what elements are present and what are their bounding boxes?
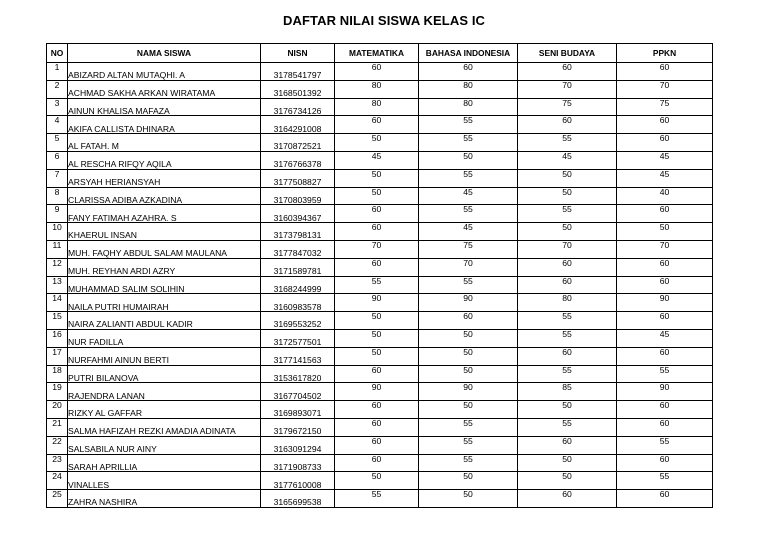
row-number: 24 <box>47 472 68 490</box>
table-row <box>47 80 713 98</box>
score-ppkn: 55 <box>617 472 713 490</box>
row-number: 22 <box>47 436 68 454</box>
row-number: 18 <box>47 365 68 383</box>
score-seni-budaya: 50 <box>518 187 617 205</box>
score-matematika: 60 <box>335 258 419 276</box>
student-name: AL FATAH. M <box>68 134 261 152</box>
score-ppkn: 60 <box>617 276 713 294</box>
score-ppkn: 60 <box>617 401 713 419</box>
score-bahasa-indonesia: 55 <box>419 276 518 294</box>
row-number: 11 <box>47 240 68 258</box>
table-row <box>47 151 713 169</box>
table-row <box>47 223 713 241</box>
score-ppkn: 40 <box>617 187 713 205</box>
student-name: VINALLES <box>68 472 261 490</box>
score-matematika: 45 <box>335 151 419 169</box>
column-header-bahasa-indonesia: BAHASA INDONESIA <box>419 44 518 63</box>
student-nisn: 3168244999 <box>261 276 335 294</box>
score-ppkn: 60 <box>617 116 713 134</box>
student-name: ARSYAH HERIANSYAH <box>68 169 261 187</box>
table-row <box>47 294 713 312</box>
row-number: 1 <box>47 63 68 81</box>
row-number: 8 <box>47 187 68 205</box>
score-matematika: 50 <box>335 312 419 330</box>
table-row <box>47 116 713 134</box>
score-ppkn: 50 <box>617 223 713 241</box>
score-bahasa-indonesia: 50 <box>419 329 518 347</box>
student-nisn: 3172577501 <box>261 329 335 347</box>
score-ppkn: 45 <box>617 329 713 347</box>
student-name: CLARISSA ADIBA AZKADINA <box>68 187 261 205</box>
student-nisn: 3170872521 <box>261 134 335 152</box>
student-name: NURFAHMI AINUN BERTI <box>68 347 261 365</box>
score-bahasa-indonesia: 80 <box>419 80 518 98</box>
table-row <box>47 436 713 454</box>
table-row <box>47 205 713 223</box>
score-bahasa-indonesia: 60 <box>419 312 518 330</box>
score-matematika: 90 <box>335 294 419 312</box>
student-name: NUR FADILLA <box>68 329 261 347</box>
student-name: SALMA HAFIZAH REZKI AMADIA ADINATA <box>68 418 261 436</box>
table-row <box>47 329 713 347</box>
score-bahasa-indonesia: 70 <box>419 258 518 276</box>
score-bahasa-indonesia: 50 <box>419 490 518 508</box>
row-number: 10 <box>47 223 68 241</box>
score-matematika: 50 <box>335 134 419 152</box>
score-ppkn: 60 <box>617 258 713 276</box>
score-seni-budaya: 60 <box>518 490 617 508</box>
score-ppkn: 45 <box>617 169 713 187</box>
table-row <box>47 187 713 205</box>
student-nisn: 3164291008 <box>261 116 335 134</box>
column-header-nisn: NISN <box>261 44 335 63</box>
score-matematika: 80 <box>335 80 419 98</box>
score-bahasa-indonesia: 55 <box>419 134 518 152</box>
page-title: DAFTAR NILAI SISWA KELAS IC <box>282 13 486 28</box>
table-header-row <box>47 44 713 63</box>
score-seni-budaya: 55 <box>518 365 617 383</box>
score-ppkn: 55 <box>617 365 713 383</box>
table-row <box>47 240 713 258</box>
score-bahasa-indonesia: 50 <box>419 472 518 490</box>
score-ppkn: 60 <box>617 454 713 472</box>
table-row <box>47 276 713 294</box>
score-bahasa-indonesia: 45 <box>419 187 518 205</box>
score-seni-budaya: 75 <box>518 98 617 116</box>
row-number: 4 <box>47 116 68 134</box>
row-number: 12 <box>47 258 68 276</box>
student-nisn: 3176734126 <box>261 98 335 116</box>
score-seni-budaya: 60 <box>518 116 617 134</box>
score-bahasa-indonesia: 55 <box>419 454 518 472</box>
score-seni-budaya: 50 <box>518 223 617 241</box>
score-matematika: 90 <box>335 383 419 401</box>
score-bahasa-indonesia: 45 <box>419 223 518 241</box>
score-matematika: 50 <box>335 347 419 365</box>
score-matematika: 60 <box>335 418 419 436</box>
row-number: 9 <box>47 205 68 223</box>
score-ppkn: 60 <box>617 490 713 508</box>
score-seni-budaya: 55 <box>518 329 617 347</box>
row-number: 5 <box>47 134 68 152</box>
score-seni-budaya: 60 <box>518 258 617 276</box>
row-number: 16 <box>47 329 68 347</box>
score-seni-budaya: 50 <box>518 169 617 187</box>
table-row <box>47 258 713 276</box>
student-nisn: 3169893071 <box>261 401 335 419</box>
score-matematika: 60 <box>335 436 419 454</box>
row-number: 20 <box>47 401 68 419</box>
score-ppkn: 70 <box>617 240 713 258</box>
table-row <box>47 312 713 330</box>
score-ppkn: 90 <box>617 294 713 312</box>
score-matematika: 60 <box>335 223 419 241</box>
column-header-seni-budaya: SENI BUDAYA <box>518 44 617 63</box>
row-number: 25 <box>47 490 68 508</box>
student-name: KHAERUL INSAN <box>68 223 261 241</box>
table-row <box>47 134 713 152</box>
score-seni-budaya: 60 <box>518 63 617 81</box>
column-header-no: NO <box>47 44 68 63</box>
score-matematika: 60 <box>335 401 419 419</box>
student-name: MUHAMMAD SALIM SOLIHIN <box>68 276 261 294</box>
score-bahasa-indonesia: 90 <box>419 294 518 312</box>
score-ppkn: 75 <box>617 98 713 116</box>
table-row <box>47 98 713 116</box>
row-number: 13 <box>47 276 68 294</box>
student-name: PUTRI BILANOVA <box>68 365 261 383</box>
score-matematika: 60 <box>335 365 419 383</box>
table-row <box>47 383 713 401</box>
score-matematika: 50 <box>335 329 419 347</box>
score-seni-budaya: 70 <box>518 240 617 258</box>
table-row <box>47 347 713 365</box>
score-ppkn: 55 <box>617 436 713 454</box>
student-nisn: 3171589781 <box>261 258 335 276</box>
score-matematika: 60 <box>335 205 419 223</box>
score-seni-budaya: 45 <box>518 151 617 169</box>
student-name: NAIRA ZALIANTI ABDUL KADIR <box>68 312 261 330</box>
table-row <box>47 472 713 490</box>
student-nisn: 3173798131 <box>261 223 335 241</box>
column-header-nama-siswa: NAMA SISWA <box>68 44 261 63</box>
score-bahasa-indonesia: 80 <box>419 98 518 116</box>
student-name: AKIFA CALLISTA DHINARA <box>68 116 261 134</box>
score-bahasa-indonesia: 75 <box>419 240 518 258</box>
score-matematika: 80 <box>335 98 419 116</box>
score-ppkn: 90 <box>617 383 713 401</box>
student-nisn: 3176766378 <box>261 151 335 169</box>
student-name: RIZKY AL GAFFAR <box>68 401 261 419</box>
student-name: SALSABILA NUR AINY <box>68 436 261 454</box>
student-name: RAJENDRA LANAN <box>68 383 261 401</box>
student-name: ZAHRA NASHIRA <box>68 490 261 508</box>
score-ppkn: 60 <box>617 312 713 330</box>
score-seni-budaya: 70 <box>518 80 617 98</box>
student-nisn: 3177847032 <box>261 240 335 258</box>
score-seni-budaya: 55 <box>518 312 617 330</box>
score-matematika: 70 <box>335 240 419 258</box>
student-nisn: 3160394367 <box>261 205 335 223</box>
row-number: 6 <box>47 151 68 169</box>
student-nisn: 3177141563 <box>261 347 335 365</box>
student-name: ABIZARD ALTAN MUTAQHI. A <box>68 63 261 81</box>
table-row <box>47 169 713 187</box>
score-seni-budaya: 55 <box>518 134 617 152</box>
score-seni-budaya: 55 <box>518 205 617 223</box>
row-number: 3 <box>47 98 68 116</box>
score-bahasa-indonesia: 55 <box>419 418 518 436</box>
score-matematika: 60 <box>335 116 419 134</box>
row-number: 7 <box>47 169 68 187</box>
student-name: MUH. FAQHY ABDUL SALAM MAULANA <box>68 240 261 258</box>
column-header-ppkn: PPKN <box>617 44 713 63</box>
table-row <box>47 63 713 81</box>
row-number: 15 <box>47 312 68 330</box>
score-seni-budaya: 50 <box>518 454 617 472</box>
student-nisn: 3153617820 <box>261 365 335 383</box>
score-matematika: 55 <box>335 276 419 294</box>
score-ppkn: 60 <box>617 418 713 436</box>
score-seni-budaya: 60 <box>518 436 617 454</box>
student-name: SARAH APRILLIA <box>68 454 261 472</box>
table-row <box>47 418 713 436</box>
student-name: FANY FATIMAH AZAHRA. S <box>68 205 261 223</box>
score-matematika: 50 <box>335 169 419 187</box>
score-bahasa-indonesia: 50 <box>419 365 518 383</box>
score-bahasa-indonesia: 50 <box>419 401 518 419</box>
row-number: 19 <box>47 383 68 401</box>
row-number: 14 <box>47 294 68 312</box>
score-ppkn: 60 <box>617 134 713 152</box>
score-seni-budaya: 60 <box>518 276 617 294</box>
student-name: AL RESCHA RIFQY AQILA <box>68 151 261 169</box>
row-number: 21 <box>47 418 68 436</box>
student-name: NAILA PUTRI HUMAIRAH <box>68 294 261 312</box>
score-seni-budaya: 55 <box>518 418 617 436</box>
student-name: AINUN KHALISA MAFAZA <box>68 98 261 116</box>
score-matematika: 60 <box>335 454 419 472</box>
table-row <box>47 401 713 419</box>
student-nisn: 3163091294 <box>261 436 335 454</box>
table-row <box>47 490 713 508</box>
score-seni-budaya: 50 <box>518 401 617 419</box>
score-bahasa-indonesia: 55 <box>419 205 518 223</box>
score-matematika: 55 <box>335 490 419 508</box>
table-row <box>47 365 713 383</box>
student-nisn: 3168501392 <box>261 80 335 98</box>
score-seni-budaya: 85 <box>518 383 617 401</box>
column-header-matematika: MATEMATIKA <box>335 44 419 63</box>
student-nisn: 3179672150 <box>261 418 335 436</box>
score-ppkn: 60 <box>617 63 713 81</box>
grades-table <box>46 43 713 508</box>
student-nisn: 3171908733 <box>261 454 335 472</box>
score-matematika: 50 <box>335 472 419 490</box>
score-bahasa-indonesia: 60 <box>419 63 518 81</box>
row-number: 17 <box>47 347 68 365</box>
score-ppkn: 45 <box>617 151 713 169</box>
student-nisn: 3177610008 <box>261 472 335 490</box>
score-bahasa-indonesia: 55 <box>419 169 518 187</box>
score-bahasa-indonesia: 50 <box>419 151 518 169</box>
student-nisn: 3167704502 <box>261 383 335 401</box>
student-nisn: 3178541797 <box>261 63 335 81</box>
score-matematika: 50 <box>335 187 419 205</box>
score-seni-budaya: 80 <box>518 294 617 312</box>
score-ppkn: 60 <box>617 347 713 365</box>
student-nisn: 3170803959 <box>261 187 335 205</box>
table-row <box>47 454 713 472</box>
score-bahasa-indonesia: 55 <box>419 436 518 454</box>
score-seni-budaya: 50 <box>518 472 617 490</box>
score-matematika: 60 <box>335 63 419 81</box>
student-nisn: 3165699538 <box>261 490 335 508</box>
student-nisn: 3177508827 <box>261 169 335 187</box>
row-number: 2 <box>47 80 68 98</box>
score-ppkn: 60 <box>617 205 713 223</box>
student-name: ACHMAD SAKHA ARKAN WIRATAMA <box>68 80 261 98</box>
score-ppkn: 70 <box>617 80 713 98</box>
score-bahasa-indonesia: 90 <box>419 383 518 401</box>
score-bahasa-indonesia: 50 <box>419 347 518 365</box>
score-bahasa-indonesia: 55 <box>419 116 518 134</box>
score-seni-budaya: 60 <box>518 347 617 365</box>
student-nisn: 3169553252 <box>261 312 335 330</box>
student-name: MUH. REYHAN ARDI AZRY <box>68 258 261 276</box>
table-body <box>47 63 713 508</box>
student-nisn: 3160983578 <box>261 294 335 312</box>
row-number: 23 <box>47 454 68 472</box>
